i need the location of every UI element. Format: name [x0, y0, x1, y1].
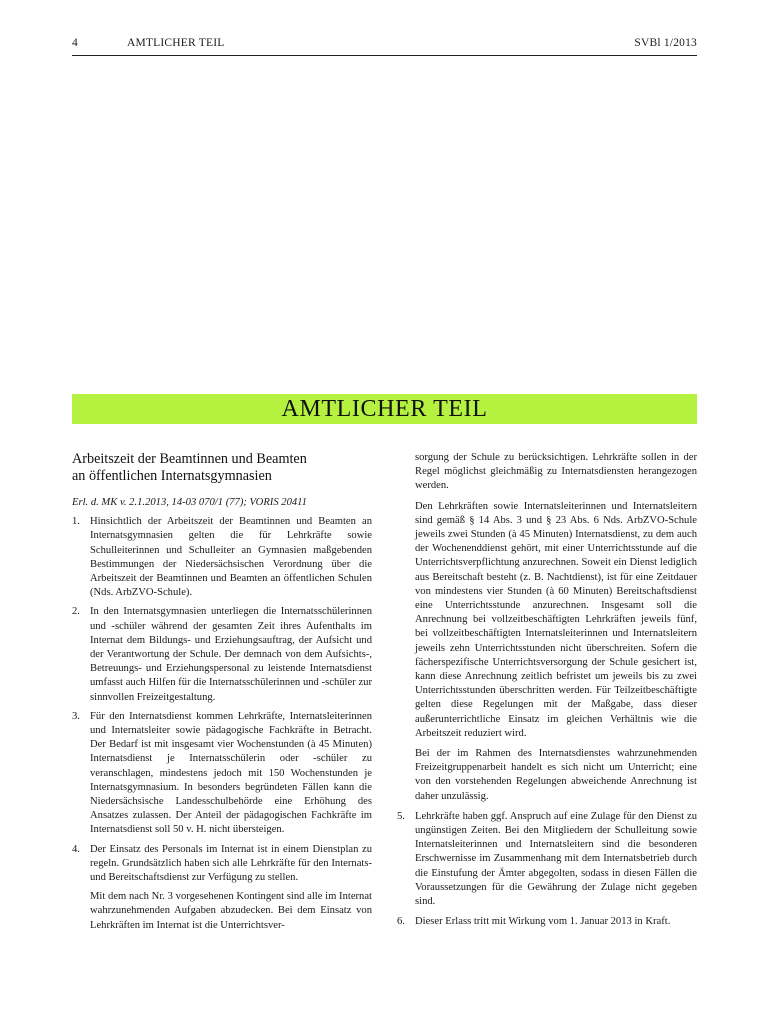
item-paragraph: Für den Internatsdienst kommen Lehrkräfte, Internatsleiterinnen und Internatsleiter sowie pädagogische Fachkräfte in Betracht. Der Bedarf ist mit insgesamt vier Wochenstunden (à 45 Minuten) Internatsdienst je Internatsschülerin oder -schüler zu veranschlagen, mindestens jedoch mit 150 Wochenstunden je Internatsgymnasium. In besonders begründeten Fällen kann die Niedersächsische Landesschulbehörde eine Erhöhung des Ansatzes zulassen. Der Anteil der pädagogischen Fachkräfte im Internatsdienst soll 50 v. H. nicht übersteigen. [90, 710, 372, 836]
item-4-continuation [397, 451, 697, 804]
header-issue: SVBl 1/2013 [634, 37, 697, 49]
item-paragraph: In den Internatsgymnasien unterliegen die Internatsschülerinnen und -schüler während der gesamten Zeit ihres Aufenthalts im Internat dem Bildungs- und Erziehungsauftrag, der Aufsicht und der Verantwortung der Schule. Der demnach von dem Aufsichts-, Betreuungs- und Erziehungspersonal zu leistende Internatsdienst umfasst auch Hilfen für die Internatsschülerinnen und -schüler zur sinnvollen Freizeitgestaltung. [90, 606, 372, 703]
item-number: 2. [72, 606, 80, 618]
article-title-line-2: an öffentlichen Internatsgymnasien [72, 467, 272, 484]
item-number: 3. [72, 710, 80, 722]
item-number: 1. [72, 516, 80, 528]
list-item [72, 605, 372, 704]
section-banner-title: AMTLICHER TEIL [281, 396, 488, 422]
left-column [72, 451, 372, 938]
header-section-title: AMTLICHER TEIL [127, 37, 225, 49]
item-number: 5. [397, 810, 405, 822]
regulation-list [72, 515, 372, 933]
page-number: 4 [72, 37, 78, 49]
continuation-paragraph: Den Lehrkräften sowie Internatsleiterinnen und Internatsleitern sind gemäß § 14 Abs. 3 und § 23 Abs. 6 Nds. ArbZVO-Schule jeweils zwei Stunden (à 45 Minuten) Internatsdienst, zu dem auch der Wochenenddienst gehört, mit einer Unterrichtsstunde auf die Unterrichtsverpflichtung anzurechnen. Soweit ein Dienst lediglich aus Bereitschaft besteht (z. B. Nachtdienst), ist für eine Zeitdauer von mindestens vier Stunden (à 60 Minuten) Bereitschaftsdienst eine Unterrichtsstunde anzurechnen. Insgesamt soll die Anrechnung bei vollzeitbeschäftigten Lehrkräften jeweils fünf, bei vollzeitbeschäftigten Internatsleiterinnen und Internatsleitern jeweils zehn Unterrichtsstunden nicht überschreiten. Sofern die fächerspezifische Unterrichtsversorgung der Schule gesichert ist, kann diese Anrechnung zeitlich befristet um jeweils bis zu zwei Unterrichtsstunden überschritten werden. Für Teilzeitbeschäftigte gelten diese Regelungen mit der Maßgabe, dass dieser außerunterrichtliche Einsatz im gleichen Verhältnis wie die Arbeitszeit reduziert wird. [415, 500, 697, 739]
item-paragraph: Mit dem nach Nr. 3 vorgesehenen Kontingent sind alle im Internat wahrzunehmenden Aufgaben abzudecken. Bei dem Einsatz von Lehrkräften im Internat ist die Unterrichtsver- [90, 891, 372, 931]
section-banner [72, 394, 697, 424]
article-title-line-1: Arbeitszeit der Beamtinnen und Beamten [72, 451, 307, 467]
list-item [72, 515, 372, 600]
regulation-list-continued [397, 810, 697, 930]
header-divider [72, 55, 697, 56]
item-paragraph: Dieser Erlass tritt mit Wirkung vom 1. Januar 2013 in Kraft. [415, 916, 671, 928]
list-item [72, 843, 372, 933]
list-item [397, 915, 697, 929]
list-item [72, 710, 372, 838]
running-header [72, 37, 697, 53]
continuation-paragraph: sorgung der Schule zu berücksichtigen. Lehrkräfte sollen in der Regel möglichst gleichmäßig zu Internatsdiensten herangezogen werden. [415, 452, 697, 492]
decree-reference: Erl. d. MK v. 2.1.2013, 14-03 070/1 (77); VORIS 20411 [72, 497, 307, 508]
item-paragraph: Der Einsatz des Personals im Internat ist in einem Dienstplan zu regeln. Grundsätzlich haben sich alle Lehrkräfte für den Internats- und Bereitschaftsdienst zur Verfügung zu stellen. [90, 843, 372, 884]
item-number: 4. [72, 843, 80, 855]
item-number: 6. [397, 916, 405, 928]
item-paragraph: Lehrkräfte haben ggf. Anspruch auf eine Zulage für den Dienst zu ungünstigen Zeiten. Bei den Mitgliedern der Schulleitung sowie Internatsleiterinnen und Internatsleitern sind die besonderen Erschwernisse im Zusammenhang mit dem Internatsbetrieb durch die Einstufung der Ämter abgegolten, sodass in diesen Fällen die Voraussetzungen für die Gewährung der Zulage nicht gegeben sind. [415, 810, 697, 908]
right-column [397, 451, 697, 936]
continuation-paragraph: Bei der im Rahmen des Internatsdienstes wahrzunehmenden Freizeitgruppenarbeit handelt es sich nicht um Unterricht; eine von den vorstehenden Regelungen abweichende Anrechnung ist daher unzulässig. [415, 748, 697, 802]
article-title [72, 451, 372, 484]
list-item [397, 810, 697, 909]
item-paragraph: Hinsichtlich der Arbeitszeit der Beamtinnen und Beamten an Internatsgymnasien gelten die für Lehrkräfte sowie Schulleiterinnen und Schulleiter an Gymnasien maßgebenden Bestimmungen der Niedersächsischen Verordnung über die Arbeitszeit der Beamtinnen und Beamten an öffentlichen Schulen (Nds. ArbZVO-Schule). [90, 516, 372, 599]
